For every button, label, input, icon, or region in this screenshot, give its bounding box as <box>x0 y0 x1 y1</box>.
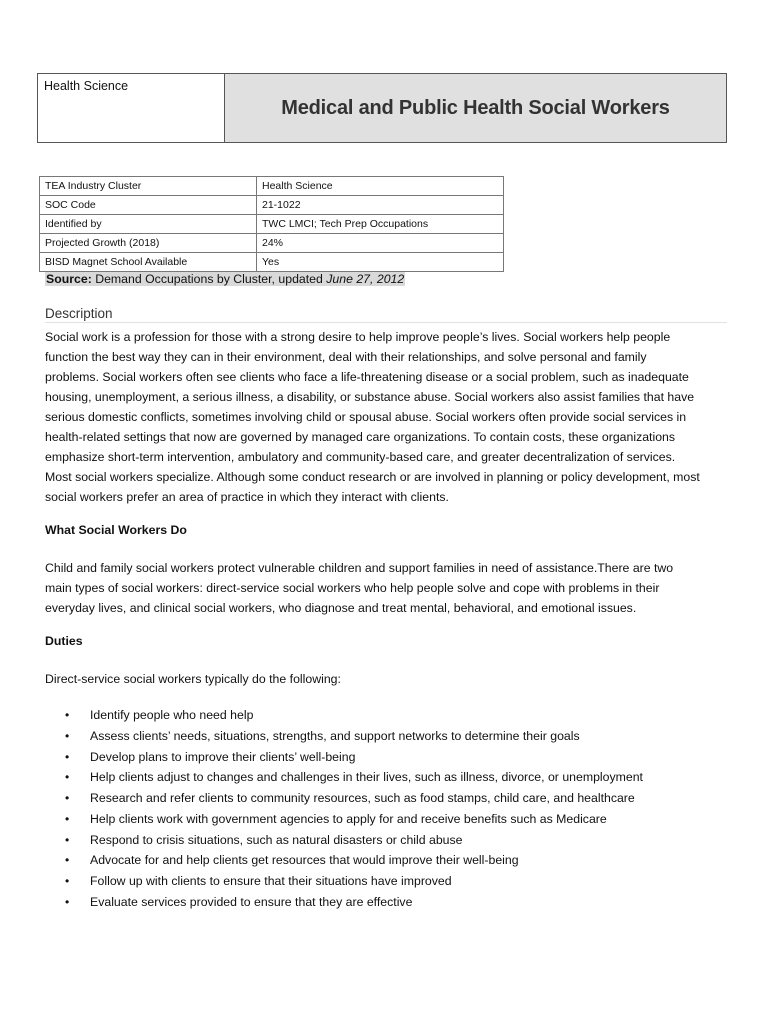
text-line: problems. Social workers often see clients who face a life-threatening disease or a social problem, such as inadequate <box>45 370 689 384</box>
row-label: Projected Growth (2018) <box>40 234 257 253</box>
list-item <box>65 809 643 830</box>
text-line: everyday lives, and clinical social workers, who diagnose and treat mental, behavioral, and emotional issues. <box>45 601 637 615</box>
row-label: SOC Code <box>40 196 257 215</box>
row-value: Yes <box>257 253 504 272</box>
description-heading: Description <box>45 306 727 323</box>
text-line: serious domestic conflicts, sometimes involving child or spousal abuse. Social workers often provide social services in <box>45 410 687 424</box>
source-line <box>45 272 405 286</box>
list-item <box>65 788 643 809</box>
duties-intro: Direct-service social workers typically do the following: <box>45 672 341 686</box>
text-line: Most social workers specialize. Although some conduct research or are involved in planning or policy development, most <box>45 470 700 484</box>
list-item <box>65 747 643 768</box>
list-item <box>65 705 643 726</box>
cluster-label: Health Science <box>38 74 225 142</box>
list-item <box>65 871 643 892</box>
text-line: function the best way they can in their environment, deal with their relationships, and solve personal and family <box>45 350 647 364</box>
text-line: housing, unemployment, a serious illness, a disability, or substance abuse. Social workers also assist families that have <box>45 390 695 404</box>
bullet-icon: • <box>65 728 70 743</box>
row-value: 24% <box>257 234 504 253</box>
duty-text: Advocate for and help clients get resources that would improve their well-being <box>90 853 519 868</box>
text-line: social workers prefer an area of practice in which they interact with clients. <box>45 490 449 504</box>
bullet-icon: • <box>65 708 70 722</box>
duty-text: Respond to crisis situations, such as natural disasters or child abuse <box>90 832 463 847</box>
duties-heading: Duties <box>45 634 83 648</box>
duties-list <box>65 705 643 913</box>
bullet-icon: • <box>65 749 70 764</box>
source-date: June 27, 2012 <box>326 272 405 286</box>
bullet-icon: • <box>65 832 70 847</box>
row-value: 21-1022 <box>257 196 504 215</box>
text-line: Child and family social workers protect vulnerable children and support families in need of assistance.There are two <box>45 561 674 575</box>
description-paragraph <box>45 327 730 507</box>
bullet-icon: • <box>65 791 70 805</box>
what-social-workers-do-heading: What Social Workers Do <box>45 523 187 537</box>
list-item <box>65 726 643 747</box>
duty-text: Help clients work with government agencies to apply for and receive benefits such as Medicare <box>90 811 607 826</box>
duty-text: Evaluate services provided to ensure that they are effective <box>90 894 413 909</box>
bullet-icon: • <box>65 874 70 888</box>
row-value: TWC LMCI; Tech Prep Occupations <box>257 215 504 234</box>
title-cell <box>225 74 726 142</box>
table-row <box>40 196 504 215</box>
list-item <box>65 767 643 788</box>
what-social-workers-do-paragraph <box>45 558 730 618</box>
list-item <box>65 892 643 913</box>
table-row <box>40 215 504 234</box>
text-line: Social work is a profession for those with a strong desire to help improve people’s lives. Social workers help people <box>45 330 671 344</box>
bullet-icon: • <box>65 811 70 826</box>
source-label: Source: <box>46 272 92 286</box>
bullet-icon: • <box>65 770 70 785</box>
duty-text: Develop plans to improve their clients’ well-being <box>90 749 356 764</box>
table-row <box>40 253 504 272</box>
row-label: BISD Magnet School Available <box>40 253 257 272</box>
text-line: main types of social workers: direct-service social workers who help people solve and cope with problems in their <box>45 581 660 595</box>
duty-text: Follow up with clients to ensure that their situations have improved <box>90 874 452 888</box>
list-item <box>65 850 643 871</box>
bullet-icon: • <box>65 894 70 909</box>
source-text: Demand Occupations by Cluster, updated <box>91 272 327 286</box>
page-title: Medical and Public Health Social Workers <box>281 96 670 119</box>
header-box <box>37 73 727 143</box>
text-line: health-related settings that now are governed by managed care organizations. To contain costs, these organizations <box>45 430 676 444</box>
duty-text: Research and refer clients to community resources, such as food stamps, child care, and healthcare <box>90 791 635 805</box>
bullet-icon: • <box>65 853 70 868</box>
row-label: Identified by <box>40 215 257 234</box>
text-line: emphasize short-term intervention, ambulatory and community-based care, and greater decentralization of services. <box>45 450 676 464</box>
table-row <box>40 234 504 253</box>
duty-text: Identify people who need help <box>90 708 254 722</box>
duty-text: Assess clients’ needs, situations, strengths, and support networks to determine their goals <box>90 728 580 743</box>
list-item <box>65 830 643 851</box>
duty-text: Help clients adjust to changes and challenges in their lives, such as illness, divorce, or unemployment <box>90 770 643 785</box>
table-row <box>40 177 504 196</box>
info-table <box>39 176 504 272</box>
row-label: TEA Industry Cluster <box>40 177 257 196</box>
row-value: Health Science <box>257 177 504 196</box>
